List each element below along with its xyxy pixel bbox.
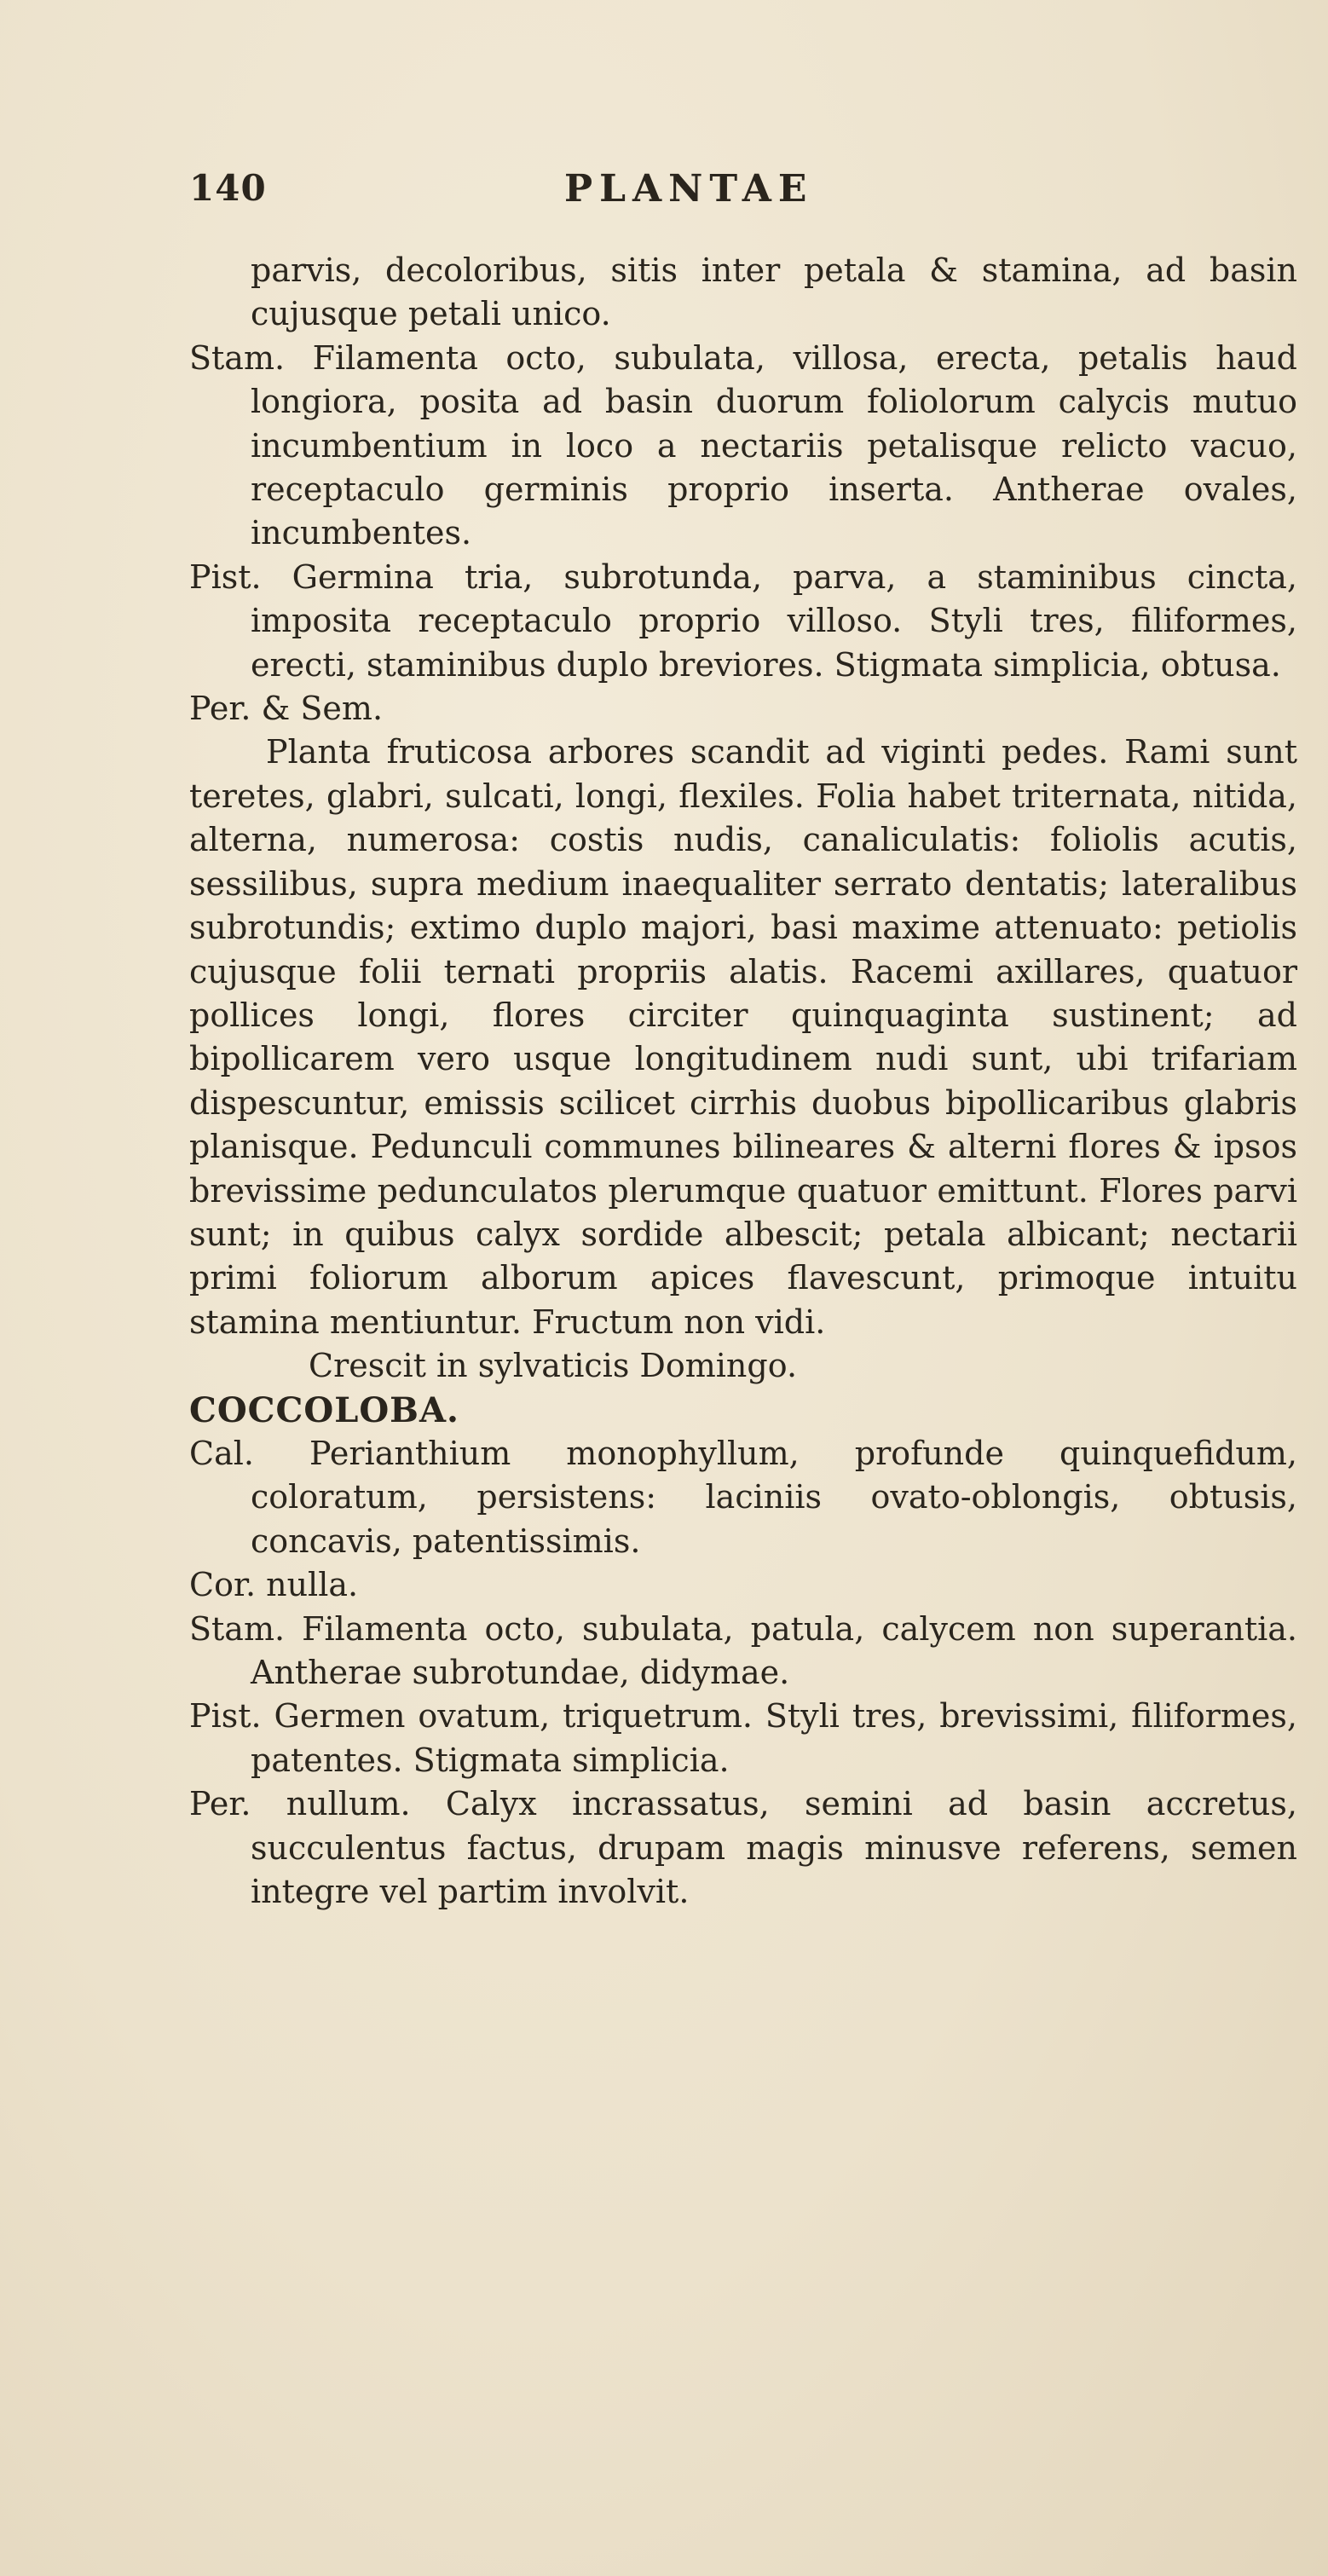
- page-body: [189, 249, 1297, 1914]
- paragraph-calyx: Cal. Perianthium monophyllum, profunde quinquefidum, coloratum, persistens: laciniis ovato-oblongis, obtusis, concavis, patentissimis.: [189, 1434, 1297, 1560]
- paragraph-pericarpium: Per. & Sem.: [189, 690, 384, 728]
- paragraph-pistillum-2: Pist. Germen ovatum, triquetrum. Styli tres, brevissimi, filiformes, patentes. Stigmata simplicia.: [189, 1697, 1297, 1779]
- paragraph-continuation: parvis, decoloribus, sitis inter petala & stamina, ad basin cujusque petali unico.: [251, 251, 1297, 333]
- paragraph-corolla: Cor. nulla.: [189, 1566, 359, 1604]
- paragraph-stamina-2: Stam. Filamenta octo, subulata, patula, calycem non superantia. Antherae subrotundae, didymae.: [189, 1609, 1297, 1691]
- page-header: [189, 167, 1297, 227]
- paragraph-habitat: Crescit in sylvaticis Domingo.: [309, 1347, 798, 1385]
- paragraph-description: Planta fruticosa arbores scandit ad viginti pedes. Rami sunt teretes, glabri, sulcati, longi, flexiles. Folia habet triternata, nitida, alterna, numerosa: costis nudis, canaliculatis: foliolis acutis, sessilibus, supra medium inaequaliter serrato dentatis; lateralibus subrotundis; extimo duplo majori, basi maxime attenuato: petiolis cujusque folii ternati propriis alatis. Racemi axillares, quatuor pollices longi, flores circiter quinquaginta sustinent; ad bipollicarem vero usque longitudinem nudi sunt, ubi trifariam dispescuntur, emissis scilicet cirrhis duobus bipollicaribus glabris planisque. Pedunculi communes bilineares & alterni flores & ipsos brevissime pedunculatos plerumque quatuor emittunt. Flores parvi sunt; in quibus calyx sordide albescit; petala albicant; nectarii primi foliorum alborum apices flavescunt, primoque intuitu stamina mentiuntur. Fructum non vidi.: [189, 733, 1297, 1341]
- page-number: 140: [189, 167, 267, 209]
- running-title: PLANTAE: [564, 167, 814, 211]
- genus-heading: COCCOLOBA.: [189, 1389, 459, 1430]
- paragraph-pistillum: Pist. Germina tria, subrotunda, parva, a staminibus cincta, imposita receptaculo proprio villoso. Styli tres, filiformes, erecti, staminibus duplo breviores. Stigmata simplicia, obtusa.: [189, 557, 1297, 684]
- paragraph-stamina: Stam. Filamenta octo, subulata, villosa, erecta, petalis haud longiora, posita ad basin duorum foliolorum calycis mutuo incumbentium in loco a nectariis petalisque relicto vacuo, receptaculo germinis proprio inserta. Antherae ovales, incumbentes.: [189, 338, 1297, 552]
- paragraph-pericarpium-2: Per. nullum. Calyx incrassatus, semini ad basin accretus, succulentus factus, drupam magis minusve referens, semen integre vel partim involvit.: [189, 1785, 1297, 1911]
